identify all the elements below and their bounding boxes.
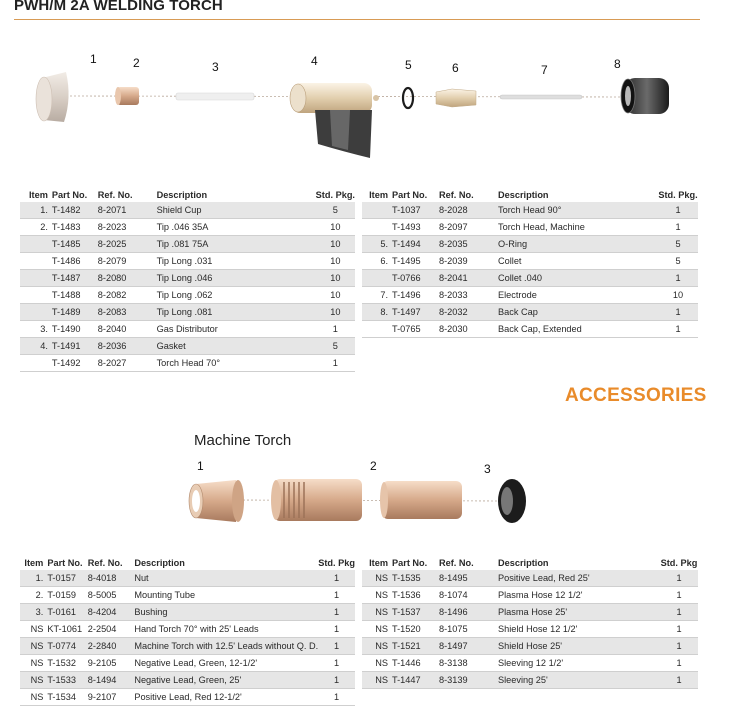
cell-item: 4. bbox=[20, 338, 52, 355]
cell-description: Negative Lead, Green, 12-1/2' bbox=[134, 655, 318, 672]
cell-std-pkg: 10 bbox=[316, 304, 355, 321]
cell-description: Torch Head, Machine bbox=[498, 219, 658, 236]
cell-std-pkg: 1 bbox=[660, 655, 698, 672]
back-cap-icon bbox=[621, 78, 669, 114]
cell-part-no: T-1495 bbox=[392, 253, 439, 270]
cell-item: NS bbox=[20, 655, 47, 672]
nut-icon bbox=[189, 480, 244, 522]
cell-std-pkg: 10 bbox=[658, 287, 698, 304]
cell-description: Collet bbox=[498, 253, 658, 270]
cell-std-pkg: 1 bbox=[658, 219, 698, 236]
table-row bbox=[20, 604, 355, 621]
cell-item: NS bbox=[362, 672, 392, 689]
cell-description: Negative Lead, Green, 25' bbox=[134, 672, 318, 689]
cell-description: Electrode bbox=[498, 287, 658, 304]
cell-ref-no: 8-5005 bbox=[88, 587, 135, 604]
col-header-ref: Ref. No. bbox=[97, 189, 133, 200]
table-row bbox=[362, 236, 698, 253]
table-row bbox=[20, 338, 355, 355]
cell-ref-no: 8-1074 bbox=[439, 587, 498, 604]
cell-description: Sleeving 25' bbox=[498, 672, 660, 689]
cell-std-pkg: 1 bbox=[318, 638, 355, 655]
cell-description: Gasket bbox=[157, 338, 316, 355]
cell-item: NS bbox=[20, 621, 47, 638]
cell-std-pkg: 5 bbox=[658, 236, 698, 253]
table-row bbox=[20, 672, 355, 689]
cell-ref-no: 8-3139 bbox=[439, 672, 498, 689]
cell-std-pkg: 1 bbox=[660, 604, 698, 621]
col-header-pkg: Std. Pkg bbox=[660, 557, 698, 568]
table-row bbox=[20, 253, 355, 270]
cell-ref-no: 8-2033 bbox=[439, 287, 498, 304]
cell-description: Tip .081 75A bbox=[157, 236, 316, 253]
cell-item: 2. bbox=[20, 587, 47, 604]
callout-1: 1 bbox=[90, 52, 97, 66]
col-header-description: Description bbox=[498, 189, 549, 200]
cell-item: 7. bbox=[362, 287, 392, 304]
gas-distributor-icon bbox=[176, 93, 254, 100]
tip-icon bbox=[115, 87, 139, 105]
cell-item: NS bbox=[362, 570, 392, 587]
cell-part-no: T-1533 bbox=[47, 672, 87, 689]
cell-part-no: KT-1061 bbox=[47, 621, 87, 638]
table-row bbox=[362, 621, 698, 638]
cell-part-no: T-1534 bbox=[47, 689, 87, 706]
bushing-tube-icon bbox=[380, 481, 462, 519]
parts-table-right bbox=[362, 187, 698, 338]
cell-std-pkg: 1 bbox=[318, 655, 355, 672]
cell-description: Gas Distributor bbox=[157, 321, 316, 338]
cell-std-pkg: 10 bbox=[316, 236, 355, 253]
table-row bbox=[362, 587, 698, 604]
cell-ref-no: 8-2083 bbox=[98, 304, 157, 321]
col-header-item: Item bbox=[369, 189, 388, 200]
col-header-pkg: Std. Pkg bbox=[318, 557, 355, 568]
col-header-description: Description bbox=[134, 557, 185, 568]
cell-description: Bushing bbox=[134, 604, 318, 621]
cell-ref-no: 8-2027 bbox=[98, 355, 157, 372]
cell-item: NS bbox=[362, 638, 392, 655]
cell-std-pkg: 1 bbox=[318, 672, 355, 689]
cell-std-pkg: 10 bbox=[316, 219, 355, 236]
cell-ref-no: 8-2036 bbox=[98, 338, 157, 355]
col-header-ref: Ref. No. bbox=[439, 557, 474, 568]
col-header-pkg: Std. Pkg. bbox=[658, 189, 698, 200]
cell-part-no: T-0766 bbox=[392, 270, 439, 287]
cell-ref-no: 8-2039 bbox=[439, 253, 498, 270]
col-header-part: Part No. bbox=[51, 189, 88, 200]
cell-item bbox=[20, 355, 52, 372]
cell-item: NS bbox=[362, 655, 392, 672]
cell-description: Collet .040 bbox=[498, 270, 658, 287]
cell-description: Shield Cup bbox=[157, 202, 316, 219]
cell-part-no: T-1521 bbox=[392, 638, 439, 655]
table-row bbox=[362, 202, 698, 219]
cell-description: Shield Hose 12 1/2' bbox=[498, 621, 660, 638]
table-row bbox=[20, 655, 355, 672]
cell-std-pkg: 1 bbox=[658, 270, 698, 287]
table-row bbox=[20, 638, 355, 655]
cell-part-no: T-1491 bbox=[52, 338, 98, 355]
cell-part-no: T-1537 bbox=[392, 604, 439, 621]
col-header-description: Description bbox=[498, 557, 549, 568]
table-row bbox=[362, 638, 698, 655]
col-header-part: Part No. bbox=[392, 189, 428, 200]
table-row bbox=[20, 587, 355, 604]
cell-ref-no: 8-2097 bbox=[439, 219, 498, 236]
cell-ref-no: 8-4204 bbox=[88, 604, 135, 621]
cell-part-no: T-1532 bbox=[47, 655, 87, 672]
cell-description: Torch Head 90° bbox=[498, 202, 658, 219]
cell-ref-no: 8-1494 bbox=[88, 672, 135, 689]
cell-item: 2. bbox=[20, 219, 52, 236]
cell-part-no: T-1486 bbox=[52, 253, 98, 270]
cell-item: 1. bbox=[20, 570, 47, 587]
cell-std-pkg: 1 bbox=[318, 689, 355, 706]
cell-ref-no: 8-1496 bbox=[439, 604, 498, 621]
cell-ref-no: 8-2040 bbox=[98, 321, 157, 338]
torch-head-icon bbox=[290, 83, 379, 158]
cell-ref-no: 8-1497 bbox=[439, 638, 498, 655]
table-row bbox=[20, 570, 355, 587]
cell-std-pkg: 10 bbox=[316, 253, 355, 270]
cell-part-no: T-1493 bbox=[392, 219, 439, 236]
table-row bbox=[20, 621, 355, 638]
cell-description: O-Ring bbox=[498, 236, 658, 253]
cell-description: Back Cap, Extended bbox=[498, 321, 658, 338]
cell-description: Mounting Tube bbox=[134, 587, 318, 604]
accessories-table-right bbox=[362, 555, 698, 689]
table-row bbox=[362, 604, 698, 621]
cell-item bbox=[20, 270, 52, 287]
col-header-item: Item bbox=[24, 557, 44, 568]
cell-item: NS bbox=[20, 689, 47, 706]
table-row bbox=[20, 270, 355, 287]
cell-item: NS bbox=[20, 638, 47, 655]
electrode-icon bbox=[500, 95, 582, 99]
cell-description: Plasma Hose 25' bbox=[498, 604, 660, 621]
table-row bbox=[20, 219, 355, 236]
cell-std-pkg: 5 bbox=[316, 202, 355, 219]
cell-std-pkg: 1 bbox=[658, 202, 698, 219]
callout-3: 3 bbox=[212, 60, 219, 74]
cell-item: 3. bbox=[20, 604, 47, 621]
cell-item: 8. bbox=[362, 304, 392, 321]
cell-ref-no: 8-2032 bbox=[439, 304, 498, 321]
cell-ref-no: 8-2080 bbox=[98, 270, 157, 287]
table-row bbox=[20, 355, 355, 372]
bushing-icon bbox=[498, 479, 526, 523]
cell-ref-no: 8-2023 bbox=[98, 219, 157, 236]
mounting-tube-icon bbox=[271, 479, 362, 521]
cell-item bbox=[362, 219, 392, 236]
col-header-part: Part No. bbox=[47, 557, 83, 568]
callout-4: 4 bbox=[311, 54, 318, 68]
cell-ref-no: 2-2840 bbox=[88, 638, 135, 655]
cell-std-pkg: 1 bbox=[318, 604, 355, 621]
callout-2: 2 bbox=[133, 56, 140, 70]
cell-part-no: T-1492 bbox=[52, 355, 98, 372]
torch-exploded-view bbox=[0, 0, 741, 180]
table-row bbox=[362, 287, 698, 304]
callout-5: 5 bbox=[405, 58, 412, 72]
cell-description: Tip .046 35A bbox=[157, 219, 316, 236]
cell-part-no: T-1485 bbox=[52, 236, 98, 253]
cell-item: NS bbox=[20, 672, 47, 689]
cell-item: NS bbox=[362, 621, 392, 638]
cell-part-no: T-1446 bbox=[392, 655, 439, 672]
cell-item: 5. bbox=[362, 236, 392, 253]
cell-description: Machine Torch with 12.5' Leads without Q. D. bbox=[134, 638, 318, 655]
table-row bbox=[362, 321, 698, 338]
cell-item: NS bbox=[362, 604, 392, 621]
cell-part-no: T-1488 bbox=[52, 287, 98, 304]
cell-description: Back Cap bbox=[498, 304, 658, 321]
table-row bbox=[362, 672, 698, 689]
cell-std-pkg: 1 bbox=[316, 355, 355, 372]
table-row bbox=[362, 253, 698, 270]
cell-part-no: T-1489 bbox=[52, 304, 98, 321]
cell-item bbox=[20, 236, 52, 253]
accessories-table-left bbox=[20, 555, 355, 706]
cell-part-no: T-1037 bbox=[392, 202, 439, 219]
cell-std-pkg: 10 bbox=[316, 287, 355, 304]
cell-part-no: T-1520 bbox=[392, 621, 439, 638]
cell-item bbox=[362, 202, 392, 219]
cell-item bbox=[20, 304, 52, 321]
table-row bbox=[362, 270, 698, 287]
table-row bbox=[362, 655, 698, 672]
cell-part-no: T-1490 bbox=[52, 321, 98, 338]
cell-item: 3. bbox=[20, 321, 52, 338]
cell-ref-no: 8-1075 bbox=[439, 621, 498, 638]
cell-part-no: T-0157 bbox=[47, 570, 87, 587]
cell-description: Shield Hose 25' bbox=[498, 638, 660, 655]
collet-icon bbox=[436, 89, 476, 107]
table-row bbox=[20, 304, 355, 321]
col-header-item: Item bbox=[29, 189, 48, 200]
cell-description: Plasma Hose 12 1/2' bbox=[498, 587, 660, 604]
page-title: PWH/M 2A WELDING TORCH bbox=[14, 0, 223, 14]
machine-torch-title: Machine Torch bbox=[194, 432, 292, 449]
cell-std-pkg: 1 bbox=[658, 321, 698, 338]
table-row bbox=[362, 304, 698, 321]
cell-description: Tip Long .081 bbox=[157, 304, 316, 321]
machine-torch-exploded-view bbox=[0, 468, 741, 548]
cell-ref-no: 8-4018 bbox=[88, 570, 135, 587]
table-row bbox=[362, 570, 698, 587]
cell-ref-no: 9-2105 bbox=[88, 655, 135, 672]
cell-ref-no: 9-2107 bbox=[88, 689, 135, 706]
cell-part-no: T-1494 bbox=[392, 236, 439, 253]
shield-cup-icon bbox=[36, 72, 69, 122]
accessories-title: ACCESSORIES bbox=[565, 385, 707, 406]
cell-ref-no: 8-2025 bbox=[98, 236, 157, 253]
cell-std-pkg: 1 bbox=[660, 587, 698, 604]
table-row bbox=[20, 689, 355, 706]
cell-part-no: T-1496 bbox=[392, 287, 439, 304]
col-header-item: Item bbox=[369, 557, 388, 568]
cell-description: Torch Head 70° bbox=[157, 355, 316, 372]
cell-std-pkg: 1 bbox=[658, 304, 698, 321]
cell-description: Positive Lead, Red 25' bbox=[498, 570, 660, 587]
table-row bbox=[20, 321, 355, 338]
cell-std-pkg: 1 bbox=[318, 587, 355, 604]
cell-std-pkg: 1 bbox=[318, 570, 355, 587]
cell-item bbox=[362, 270, 392, 287]
cell-part-no: T-0159 bbox=[47, 587, 87, 604]
col-header-ref: Ref. No. bbox=[439, 189, 474, 200]
cell-std-pkg: 1 bbox=[660, 570, 698, 587]
cell-part-no: T-1497 bbox=[392, 304, 439, 321]
cell-ref-no: 8-2079 bbox=[98, 253, 157, 270]
cell-std-pkg: 1 bbox=[316, 321, 355, 338]
cell-part-no: T-1447 bbox=[392, 672, 439, 689]
cell-item: 6. bbox=[362, 253, 392, 270]
cell-item: 1. bbox=[20, 202, 52, 219]
callout-acc-2: 2 bbox=[370, 459, 377, 473]
table-row bbox=[20, 287, 355, 304]
col-header-pkg: Std. Pkg. bbox=[315, 189, 355, 200]
callout-7: 7 bbox=[541, 63, 548, 77]
cell-description: Sleeving 12 1/2' bbox=[498, 655, 660, 672]
cell-part-no: T-1482 bbox=[52, 202, 98, 219]
cell-std-pkg: 5 bbox=[658, 253, 698, 270]
cell-std-pkg: 1 bbox=[660, 638, 698, 655]
cell-ref-no: 8-2041 bbox=[439, 270, 498, 287]
cell-part-no: T-1487 bbox=[52, 270, 98, 287]
cell-std-pkg: 5 bbox=[316, 338, 355, 355]
cell-part-no: T-1483 bbox=[52, 219, 98, 236]
col-header-description: Description bbox=[156, 189, 208, 200]
table-row bbox=[362, 219, 698, 236]
cell-description: Positive Lead, Red 12-1/2' bbox=[134, 689, 318, 706]
cell-part-no: T-1536 bbox=[392, 587, 439, 604]
cell-description: Nut bbox=[134, 570, 318, 587]
cell-ref-no: 8-2035 bbox=[439, 236, 498, 253]
cell-item bbox=[20, 253, 52, 270]
cell-ref-no: 8-1495 bbox=[439, 570, 498, 587]
cell-ref-no: 8-2030 bbox=[439, 321, 498, 338]
cell-description: Tip Long .062 bbox=[157, 287, 316, 304]
cell-description: Hand Torch 70° with 25' Leads bbox=[134, 621, 318, 638]
o-ring-icon bbox=[403, 88, 413, 108]
cell-std-pkg: 1 bbox=[660, 672, 698, 689]
callout-acc-1: 1 bbox=[197, 459, 204, 473]
callout-8: 8 bbox=[614, 57, 621, 71]
cell-description: Tip Long .031 bbox=[157, 253, 316, 270]
cell-item: NS bbox=[362, 587, 392, 604]
cell-item bbox=[20, 287, 52, 304]
cell-ref-no: 8-3138 bbox=[439, 655, 498, 672]
cell-ref-no: 8-2071 bbox=[98, 202, 157, 219]
cell-part-no: T-0774 bbox=[47, 638, 87, 655]
table-row bbox=[20, 236, 355, 253]
cell-ref-no: 2-2504 bbox=[88, 621, 135, 638]
cell-ref-no: 8-2082 bbox=[98, 287, 157, 304]
cell-item bbox=[362, 321, 392, 338]
cell-std-pkg: 1 bbox=[660, 621, 698, 638]
callout-6: 6 bbox=[452, 61, 459, 75]
table-row bbox=[20, 202, 355, 219]
col-header-ref: Ref. No. bbox=[87, 557, 123, 568]
parts-table-left bbox=[20, 187, 355, 372]
callout-acc-3: 3 bbox=[484, 462, 491, 476]
col-header-part: Part No. bbox=[392, 557, 428, 568]
cell-ref-no: 8-2028 bbox=[439, 202, 498, 219]
cell-std-pkg: 1 bbox=[318, 621, 355, 638]
cell-part-no: T-0161 bbox=[47, 604, 87, 621]
cell-part-no: T-1535 bbox=[392, 570, 439, 587]
cell-part-no: T-0765 bbox=[392, 321, 439, 338]
cell-description: Tip Long .046 bbox=[157, 270, 316, 287]
cell-std-pkg: 10 bbox=[316, 270, 355, 287]
